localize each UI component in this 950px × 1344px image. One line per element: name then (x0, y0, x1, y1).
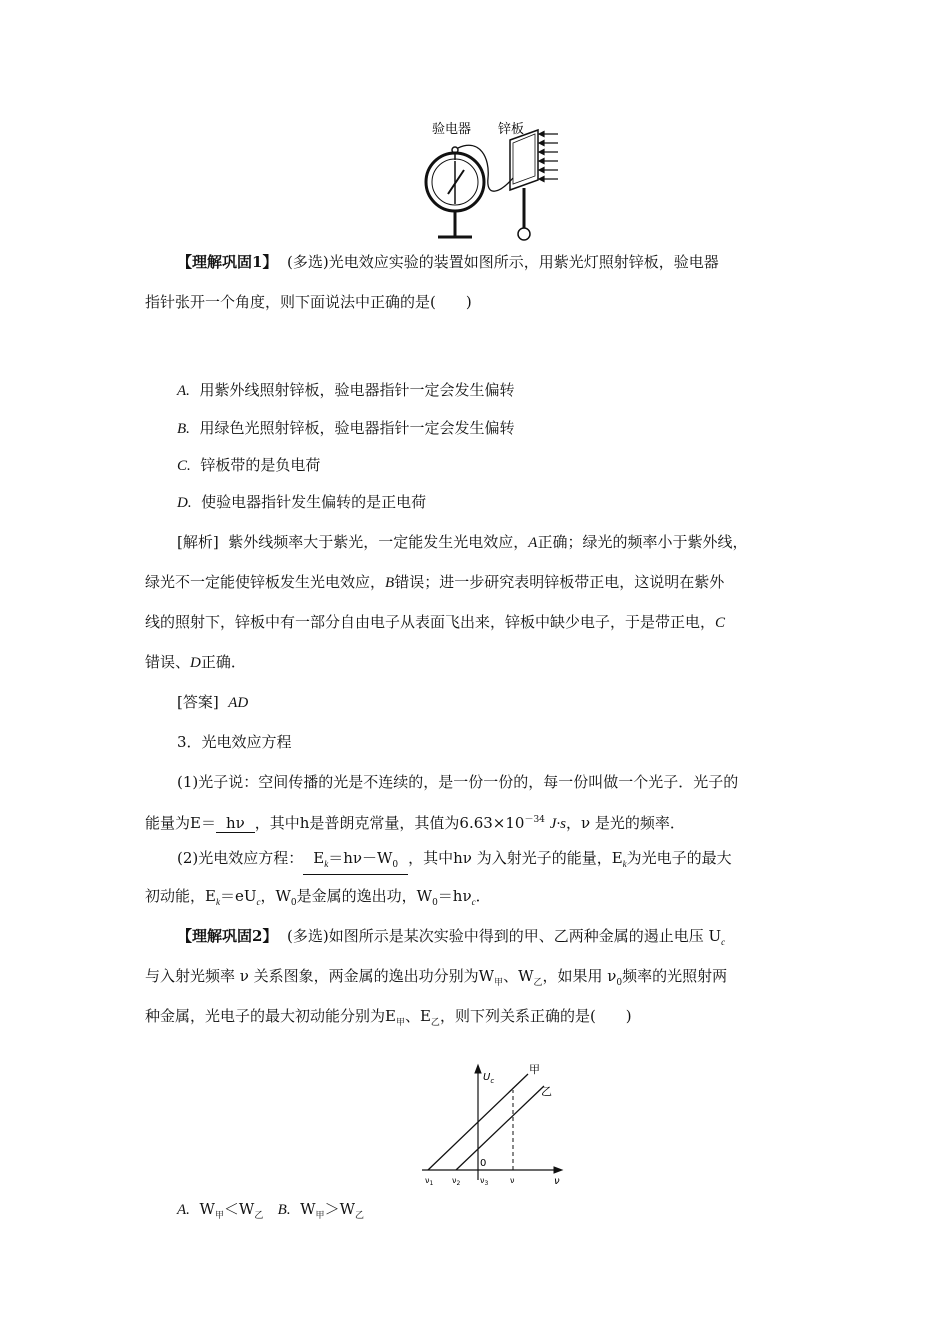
section3-p2-line1 (177, 848, 732, 875)
y-axis-label: $U_c$ (483, 1072, 495, 1085)
text: ＝hν－W (328, 849, 393, 867)
subscript: 甲 (395, 1018, 405, 1028)
text: 种金属，光电子的最大初动能分别为E (145, 1007, 396, 1025)
line-yi (456, 1086, 544, 1170)
q1-analysis-line3 (145, 612, 725, 633)
q2-stem-line2 (145, 966, 727, 993)
analysis-letter: C (715, 615, 726, 631)
subscript: c (256, 897, 261, 907)
text: (2)光电效应方程： (177, 849, 304, 867)
text: 能量为E＝ (145, 814, 216, 832)
subscript: 甲 (494, 978, 504, 988)
subscript: k (215, 897, 220, 907)
text: ＝eU (219, 887, 257, 905)
q1-stem-line2: 指针张开一个角度，则下面说法中正确的是( ) (145, 293, 472, 311)
tick-nu2: $\nu_2$ (452, 1176, 461, 1187)
section3-heading: 3．光电效应方程 (177, 733, 292, 751)
analysis-letter: A (528, 535, 538, 551)
tick-nu: ν (510, 1176, 515, 1185)
q1-option-a (177, 380, 514, 401)
analysis-text: 紫外线频率大于紫光，一定能发生光电效应， (228, 533, 529, 551)
analysis-text: 错误；进一步研究表明锌板带正电，这说明在紫外 (394, 573, 725, 591)
q1-option-d (177, 492, 426, 513)
subscript: 甲 (315, 1211, 325, 1221)
subscript: 乙 (430, 1018, 440, 1028)
text: ＜W (223, 1200, 255, 1218)
text: ＞W (324, 1200, 355, 1218)
subscript: 乙 (533, 978, 543, 988)
subscript: 0 (392, 860, 399, 870)
subscript: 0 (432, 898, 438, 908)
unit: J·s (549, 816, 566, 832)
text: ＝hν (437, 887, 472, 905)
subscript: c (721, 937, 726, 947)
section3-p2-line2 (145, 886, 491, 913)
line-jia-label: 甲 (529, 1063, 540, 1076)
q1-tag: 【理解巩固1】 (177, 253, 278, 271)
q1-stem-part1: (多选)光电效应实验的装置如图所示，用紫光灯照射锌板，验电器 (287, 253, 719, 271)
exponent: －34 (524, 815, 545, 825)
q1-analysis-line4 (145, 652, 246, 673)
q2-tag: 【理解巩固2】 (177, 927, 278, 945)
analysis-text: 错误、 (145, 653, 191, 671)
q1-analysis-line1 (177, 532, 747, 553)
q1-option-c (177, 455, 320, 476)
blank-answer: hν (216, 814, 255, 833)
option-letter: B. (177, 421, 190, 437)
text: 、E (404, 1007, 431, 1025)
text: 与入射光频率 ν 关系图象，两金属的逸出功分别为W (145, 967, 495, 985)
option-letter: A. (177, 1202, 190, 1218)
q1-stem-line1 (177, 252, 719, 272)
text: ，则下列关系正确的是( ) (439, 1007, 632, 1025)
section3-p1-line1: (1)光子说：空间传播的光是不连续的，是一份一份的，每一份叫做一个光子．光子的 (177, 773, 739, 791)
option-letter: C. (177, 458, 191, 474)
text: E (313, 849, 325, 867)
q1-answer (177, 692, 248, 713)
analysis-text: 正确；绿光的频率小于紫外线， (537, 533, 748, 551)
text: W (199, 1200, 215, 1218)
q1-option-b (177, 418, 514, 439)
subscript: 0 (616, 978, 623, 988)
text: 为光电子的最大 (626, 849, 732, 867)
subscript: k (324, 859, 329, 869)
line-yi-label: 乙 (541, 1085, 552, 1098)
subscript: 乙 (254, 1211, 264, 1221)
text: ，其中h是普朗克常量，其值为6.63×10 (254, 814, 525, 832)
option-letter: B. (277, 1202, 291, 1218)
analysis-letter: D (190, 655, 201, 671)
subscript: k (622, 859, 627, 869)
x-axis-label: ν (554, 1176, 560, 1187)
option-letter: A. (177, 383, 190, 399)
origin-label: 0 (480, 1158, 487, 1169)
y-axis-arrow-icon (475, 1065, 481, 1073)
text: ，W (260, 887, 291, 905)
electroscope-label: 验电器 (432, 122, 472, 137)
answer-tag: [答案] (177, 693, 219, 711)
text: W (300, 1200, 316, 1218)
q1-analysis-line2 (145, 572, 724, 593)
q2-options (177, 1199, 364, 1226)
text: 、W (503, 967, 534, 985)
text: ，ν 是光的频率． (565, 814, 685, 832)
q2-stem-line3 (145, 1006, 632, 1033)
tick-nu3: $\nu_3$ (480, 1176, 489, 1187)
analysis-letter: B (385, 575, 395, 591)
text: ． (475, 887, 491, 905)
option-text: 锌板带的是负电荷 (200, 456, 321, 474)
subscript: 乙 (354, 1211, 364, 1221)
text: (多选)如图所示是某次实验中得到的甲、乙两种金属的遏止电压 U (287, 927, 722, 945)
tick-nu1: $\nu_1$ (425, 1176, 434, 1187)
answer-value: AD (228, 695, 249, 711)
analysis-tag: [解析] (177, 533, 219, 551)
subscript: 0 (290, 898, 297, 908)
analysis-text: 绿光不一定能使锌板发生光电效应， (145, 573, 386, 591)
option-text: 使验电器指针发生偏转的是正电荷 (201, 493, 427, 511)
subscript: c (471, 897, 476, 907)
subscript: 甲 (214, 1211, 224, 1221)
blank-answer (303, 849, 408, 875)
text: ，其中hν 为入射光子的能量，E (408, 849, 623, 867)
text: 是金属的逸出功，W (296, 887, 433, 905)
x-axis-arrow-icon (554, 1167, 562, 1173)
q2-stem-line1 (177, 926, 725, 952)
option-text: 用绿色光照射锌板，验电器指针一定会发生偏转 (199, 419, 515, 437)
text: 初动能，E (145, 887, 216, 905)
zinc-plate-label: 锌板 (498, 122, 525, 137)
analysis-text: 线的照射下，锌板中有一部分自由电子从表面飞出来，锌板中缺少电子，于是带正电， (145, 613, 716, 631)
text: ，如果用 ν (542, 967, 617, 985)
analysis-text: 正确． (200, 653, 246, 671)
stopping-voltage-graph (420, 1062, 570, 1190)
text: 频率的光照射两 (622, 967, 728, 985)
option-text: 用紫外线照射锌板，验电器指针一定会发生偏转 (199, 381, 515, 399)
electroscope-figure (400, 118, 580, 246)
option-letter: D. (177, 495, 192, 511)
section3-p1-line2 (145, 810, 685, 834)
